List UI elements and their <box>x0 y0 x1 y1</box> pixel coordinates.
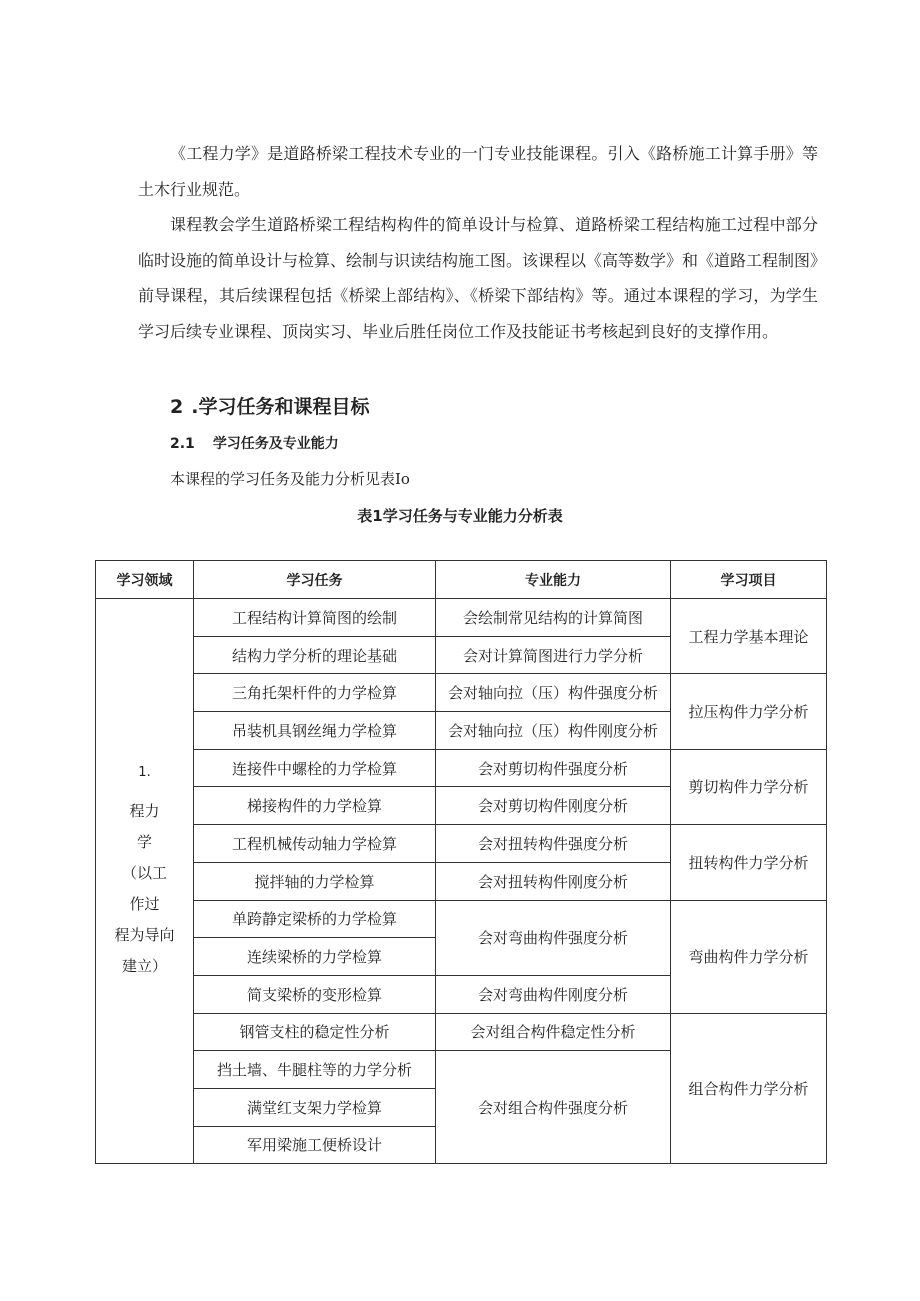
ability-cell: 会对剪切构件强度分析 <box>436 749 671 787</box>
section-title: .学习任务和课程目标 <box>191 396 370 418</box>
task-cell: 连接件中螺栓的力学检算 <box>194 749 436 787</box>
task-cell: 吊装机具钢丝绳力学检算 <box>194 712 436 750</box>
task-ability-table <box>95 560 827 1164</box>
table-row <box>96 674 827 712</box>
task-cell: 工程机械传动轴力学检算 <box>194 825 436 863</box>
ability-cell: 会对组合构件强度分析 <box>436 1051 671 1164</box>
paragraph-2: 课程教会学生道路桥梁工程结构构件的简单设计与检算、道路桥梁工程结构施工过程中部分临时设施的简单设计与检算、绘制与识读结构施工图。该课程以《高等数学》和《道路工程制图》前导课程，其后续课程包括《桥梁上部结构》、《桥梁下部结构》等。通过本课程的学习，为学生学习后续专业课程、顶岗实习、毕业后胜任岗位工作及技能证书考核起到良好的支撑作用。 <box>138 215 819 341</box>
domain-line: 作过 <box>129 895 160 913</box>
ability-cell: 会对轴向拉（压）构件强度分析 <box>436 674 671 712</box>
project-cell: 组合构件力学分析 <box>671 1013 827 1164</box>
task-cell: 满堂红支架力学检算 <box>194 1088 436 1126</box>
section-title: 学习任务及专业能力 <box>212 436 339 452</box>
ability-cell: 会对扭转构件强度分析 <box>436 825 671 863</box>
domain-line: 建立） <box>121 957 167 975</box>
section-2-heading <box>170 392 369 419</box>
table-intro-text: 本课程的学习任务及能力分析见表Io <box>170 470 410 488</box>
domain-line: 程力 <box>129 802 160 820</box>
table-row <box>96 900 827 938</box>
task-cell: 梯接构件的力学检算 <box>194 787 436 825</box>
table-row <box>96 825 827 863</box>
table-header-row <box>96 561 827 599</box>
task-cell: 军用梁施工便桥设计 <box>194 1126 436 1164</box>
ability-cell: 会对剪切构件刚度分析 <box>436 787 671 825</box>
domain-cell <box>96 599 194 1164</box>
ability-cell: 会对弯曲构件强度分析 <box>436 900 671 975</box>
header-project: 学习项目 <box>671 561 827 599</box>
domain-line: 程为导向 <box>114 926 175 944</box>
project-cell: 拉压构件力学分析 <box>671 674 827 749</box>
project-cell: 工程力学基本理论 <box>671 599 827 674</box>
table-row <box>96 749 827 787</box>
ability-cell: 会绘制常见结构的计算简图 <box>436 599 671 637</box>
ability-cell: 会对弯曲构件刚度分析 <box>436 975 671 1013</box>
domain-line: 学 <box>136 833 152 851</box>
task-cell: 连续梁桥的力学检算 <box>194 938 436 976</box>
task-cell: 搅拌轴的力学检算 <box>194 862 436 900</box>
ability-cell: 会对扭转构件刚度分析 <box>436 862 671 900</box>
task-cell: 结构力学分析的理论基础 <box>194 636 436 674</box>
project-cell: 弯曲构件力学分析 <box>671 900 827 1013</box>
task-cell: 单跨静定梁桥的力学检算 <box>194 900 436 938</box>
header-ability: 专业能力 <box>436 561 671 599</box>
task-cell: 三角托架杆件的力学检算 <box>194 674 436 712</box>
header-task: 学习任务 <box>194 561 436 599</box>
task-cell: 简支梁桥的变形检算 <box>194 975 436 1013</box>
ability-cell: 会对组合构件稳定性分析 <box>436 1013 671 1051</box>
ability-cell: 会对轴向拉（压）构件刚度分析 <box>436 712 671 750</box>
table-caption: 表1学习任务与专业能力分析表 <box>357 507 563 525</box>
project-cell: 扭转构件力学分析 <box>671 825 827 900</box>
project-cell: 剪切构件力学分析 <box>671 749 827 824</box>
table-row <box>96 1013 827 1051</box>
domain-line: （以工 <box>121 864 167 882</box>
task-cell: 钢管支柱的稳定性分析 <box>194 1013 436 1051</box>
paragraph-1: 《工程力学》是道路桥梁工程技术专业的一门专业技能课程。引入《路桥施工计算手册》等土木行业规范。 <box>138 144 818 199</box>
header-domain: 学习领域 <box>96 561 194 599</box>
task-cell: 工程结构计算简图的绘制 <box>194 599 436 637</box>
domain-line: 1. <box>138 765 151 780</box>
section-number: 2.1 <box>170 436 195 452</box>
task-cell: 挡土墙、牛腿柱等的力学分析 <box>194 1051 436 1089</box>
table-row <box>96 599 827 637</box>
section-2-1-heading <box>170 433 339 453</box>
ability-cell: 会对计算简图进行力学分析 <box>436 636 671 674</box>
section-number: 2 <box>170 396 184 418</box>
